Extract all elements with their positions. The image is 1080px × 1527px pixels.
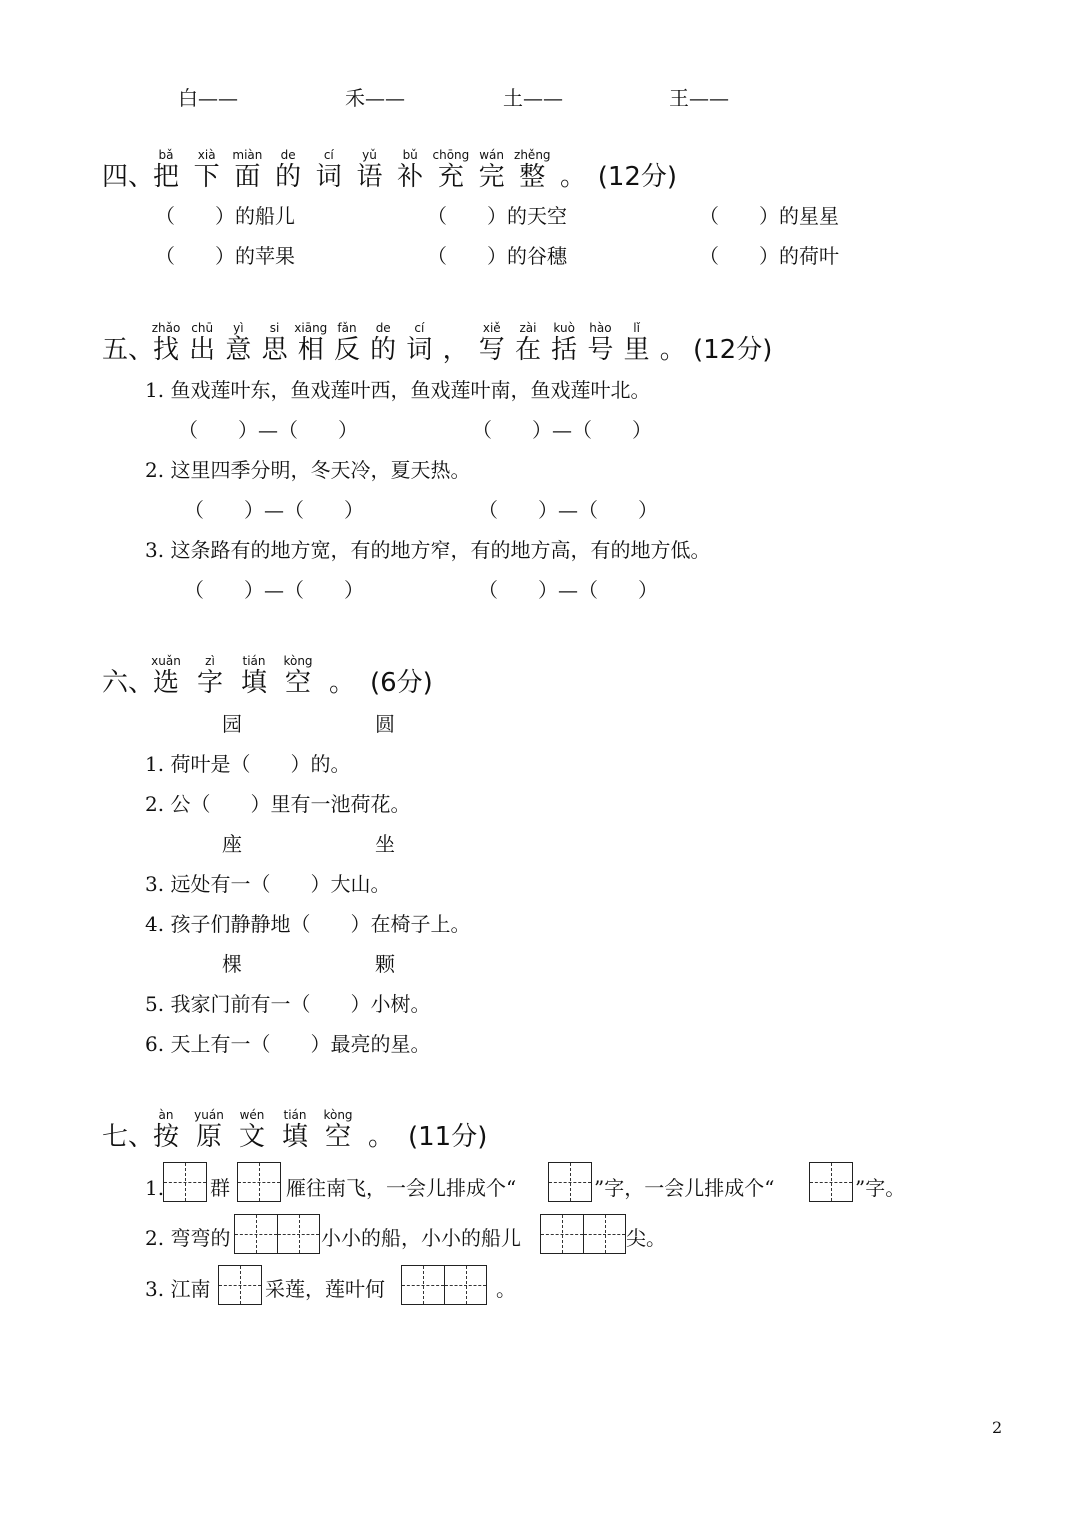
heading-char: [190, 654, 230, 698]
pinyin: wén: [239, 1108, 265, 1122]
heading-char: [234, 654, 274, 698]
hanzi: 完: [478, 162, 505, 192]
question-text: 。: [496, 1277, 516, 1301]
heading-char: [182, 321, 222, 365]
section-number: 四、: [102, 162, 155, 192]
heading-char: [361, 1108, 401, 1152]
grid-cell[interactable]: [238, 1163, 280, 1201]
grid-cell[interactable]: [810, 1163, 852, 1201]
question-text: 3. 远处有一（ ）大山。: [145, 872, 391, 896]
hanzi: 相: [297, 335, 324, 365]
grid-cell[interactable]: [583, 1215, 625, 1253]
pinyin: kòng: [283, 654, 313, 668]
section-6-heading: [102, 638, 502, 698]
answer-pair: （ ）—（ ）: [472, 418, 652, 442]
pinyin: [322, 654, 362, 668]
answer-pair: （ ）—（ ）: [478, 578, 658, 602]
heading-char: [318, 1108, 358, 1152]
grid-cell[interactable]: [444, 1266, 486, 1304]
pinyin: cí: [414, 321, 425, 335]
pinyin: zì: [205, 654, 215, 668]
hanzi: 空: [284, 668, 311, 698]
answer-pair: （ ）—（ ）: [478, 498, 658, 522]
heading-char: [146, 1108, 186, 1152]
hanzi: 填: [281, 1122, 308, 1152]
hanzi: 面: [234, 162, 261, 192]
pinyin: [436, 321, 476, 335]
heading-char: [278, 654, 318, 698]
pinyin: xuǎn: [151, 654, 181, 668]
section-score: (11分): [408, 1122, 488, 1152]
hanzi: 括: [551, 335, 578, 365]
hanzi: 空: [324, 1122, 351, 1152]
question-text: 3. 这条路有的地方宽，有的地方窄，有的地方高，有的地方低。: [145, 538, 711, 562]
hanzi: 整: [519, 162, 546, 192]
heading-char: [431, 148, 471, 192]
heading-char: [327, 321, 367, 365]
option-char: 颗: [375, 952, 395, 976]
heading-char: [309, 148, 349, 192]
pinyin: chū: [191, 321, 214, 335]
question-text: 5. 我家门前有一（ ）小树。: [145, 992, 431, 1016]
section-7-heading: [102, 1092, 602, 1152]
pinyin: zhǎo: [151, 321, 181, 335]
heading-char: [580, 321, 620, 365]
heading-char: [227, 148, 267, 192]
question-text: ”字，一会儿排成个“: [594, 1176, 775, 1200]
hanzi: 语: [356, 162, 383, 192]
heading-char: [508, 321, 548, 365]
writing-grid[interactable]: [218, 1265, 262, 1305]
heading-char: [363, 321, 403, 365]
option-char: 坐: [375, 832, 395, 856]
question-number: 1.: [145, 1176, 165, 1200]
question-text: 采莲，莲叶何: [265, 1277, 385, 1301]
hanzi: 。: [559, 162, 586, 192]
pinyin: kòng: [323, 1108, 353, 1122]
hanzi: ，: [442, 335, 469, 365]
question-text: 3. 江南: [145, 1277, 211, 1301]
hanzi: 充: [437, 162, 464, 192]
question-text: 1. 荷叶是（ ）的。: [145, 752, 351, 776]
top-row-item: 王——: [669, 86, 729, 110]
heading-char: [553, 148, 593, 192]
grid-cell[interactable]: [549, 1163, 591, 1201]
answer-pair: （ ）—（ ）: [178, 418, 358, 442]
pinyin: yuán: [194, 1108, 224, 1122]
heading-char: [512, 148, 552, 192]
heading-char: [472, 148, 512, 192]
hanzi: 文: [238, 1122, 265, 1152]
heading-char: [255, 321, 295, 365]
pinyin: yǔ: [362, 148, 377, 162]
pinyin: cí: [323, 148, 334, 162]
grid-cell[interactable]: [219, 1266, 261, 1304]
fill-item: （ ）的谷穗: [427, 244, 567, 268]
heading-char: [472, 321, 512, 365]
heading-char: [291, 321, 331, 365]
question-text: 1. 鱼戏莲叶东，鱼戏莲叶西，鱼戏莲叶南，鱼戏莲叶北。: [145, 378, 651, 402]
option-char: 棵: [222, 952, 242, 976]
hanzi: 选: [152, 668, 179, 698]
pinyin: de: [280, 148, 296, 162]
writing-grid[interactable]: [237, 1162, 281, 1202]
heading-char: [399, 321, 439, 365]
hanzi: 找: [152, 335, 179, 365]
question-text: 2. 这里四季分明，冬天冷，夏天热。: [145, 458, 471, 482]
pinyin: wán: [479, 148, 504, 162]
heading-char: [653, 321, 693, 365]
pinyin: [653, 321, 693, 335]
grid-cell[interactable]: [402, 1266, 444, 1304]
heading-char: [390, 148, 430, 192]
pinyin: chōng: [432, 148, 470, 162]
pinyin: zhěng: [514, 148, 551, 162]
heading-char: [350, 148, 390, 192]
pinyin: miàn: [232, 148, 263, 162]
pinyin: hào: [589, 321, 612, 335]
hanzi: 写: [478, 335, 505, 365]
heading-char: [322, 654, 362, 698]
hanzi: 补: [397, 162, 424, 192]
hanzi: 。: [659, 335, 686, 365]
pinyin: kuò: [553, 321, 575, 335]
hanzi: 下: [193, 162, 220, 192]
hanzi: 词: [315, 162, 342, 192]
heading-char: [146, 654, 186, 698]
hanzi: 意: [225, 335, 252, 365]
heading-char: [189, 1108, 229, 1152]
question-text: 群: [210, 1176, 230, 1200]
pinyin: àn: [158, 1108, 174, 1122]
pinyin: xiě: [482, 321, 501, 335]
heading-char: [218, 321, 258, 365]
answer-pair: （ ）—（ ）: [184, 498, 364, 522]
pinyin: zài: [519, 321, 537, 335]
fill-item: （ ）的船儿: [155, 204, 295, 228]
hanzi: 字: [196, 668, 223, 698]
pinyin: [361, 1108, 401, 1122]
section-score: (6分): [370, 668, 433, 698]
answer-pair: （ ）—（ ）: [184, 578, 364, 602]
section-number: 五、: [102, 335, 155, 365]
pinyin: yì: [233, 321, 244, 335]
option-char: 园: [222, 712, 242, 736]
hanzi: 把: [152, 162, 179, 192]
pinyin: xià: [197, 148, 216, 162]
heading-char: [617, 321, 657, 365]
section-number: 六、: [102, 668, 155, 698]
fill-item: （ ）的星星: [699, 204, 839, 228]
hanzi: 在: [514, 335, 541, 365]
pinyin: de: [375, 321, 391, 335]
hanzi: 里: [623, 335, 650, 365]
grid-cell[interactable]: [164, 1163, 206, 1201]
grid-cell[interactable]: [235, 1215, 277, 1253]
grid-cell[interactable]: [277, 1215, 319, 1253]
pinyin: si: [269, 321, 280, 335]
pinyin: fǎn: [337, 321, 357, 335]
option-char: 座: [222, 832, 242, 856]
heading-char: [436, 321, 476, 365]
question-text: ”字。: [855, 1176, 906, 1200]
hanzi: 原: [195, 1122, 222, 1152]
hanzi: 的: [370, 335, 397, 365]
hanzi: 词: [406, 335, 433, 365]
section-score: (12分): [597, 162, 678, 192]
question-text: 2. 弯弯的: [145, 1226, 231, 1250]
grid-cell[interactable]: [541, 1215, 583, 1253]
fill-item: （ ）的荷叶: [699, 244, 839, 268]
question-text: 尖。: [626, 1226, 666, 1250]
hanzi: 的: [275, 162, 302, 192]
writing-grid[interactable]: [234, 1214, 320, 1254]
writing-grid[interactable]: [548, 1162, 592, 1202]
fill-item: （ ）的天空: [427, 204, 567, 228]
fill-item: （ ）的苹果: [155, 244, 295, 268]
option-char: 圆: [375, 712, 395, 736]
section-4-heading: [102, 132, 802, 192]
pinyin: xiāng: [294, 321, 328, 335]
pinyin: tián: [242, 654, 266, 668]
hanzi: 思: [261, 335, 288, 365]
heading-char: [544, 321, 584, 365]
hanzi: 填: [240, 668, 267, 698]
hanzi: 。: [367, 1122, 394, 1152]
pinyin: bǎ: [158, 148, 174, 162]
section-number: 七、: [102, 1122, 155, 1152]
section-score: (12分): [693, 335, 773, 365]
page-number: 2: [992, 1418, 1003, 1437]
writing-grid[interactable]: [809, 1162, 853, 1202]
pinyin: bǔ: [402, 148, 418, 162]
hanzi: 出: [189, 335, 216, 365]
hanzi: 反: [333, 335, 360, 365]
heading-char: [187, 148, 227, 192]
pinyin: lǐ: [633, 321, 640, 335]
pinyin: [553, 148, 593, 162]
hanzi: 号: [587, 335, 614, 365]
writing-grid[interactable]: [163, 1162, 207, 1202]
heading-char: [232, 1108, 272, 1152]
writing-grid[interactable]: [401, 1265, 487, 1305]
top-row-item: 禾——: [345, 86, 405, 110]
heading-char: [146, 148, 186, 192]
hanzi: 按: [152, 1122, 179, 1152]
heading-char: [146, 321, 186, 365]
pinyin: tián: [283, 1108, 307, 1122]
question-text: 小小的船，小小的船儿: [321, 1226, 521, 1250]
question-text: 6. 天上有一（ ）最亮的星。: [145, 1032, 431, 1056]
question-text: 2. 公（ ）里有一池荷花。: [145, 792, 411, 816]
heading-char: [268, 148, 308, 192]
top-row-item: 土——: [503, 86, 563, 110]
top-row-item: 白——: [178, 86, 238, 110]
hanzi: 。: [328, 668, 355, 698]
question-text: 雁往南飞，一会儿排成个“: [286, 1176, 517, 1200]
question-text: 4. 孩子们静静地（ ）在椅子上。: [145, 912, 471, 936]
heading-char: [275, 1108, 315, 1152]
section-5-heading: [102, 305, 902, 365]
writing-grid[interactable]: [540, 1214, 626, 1254]
